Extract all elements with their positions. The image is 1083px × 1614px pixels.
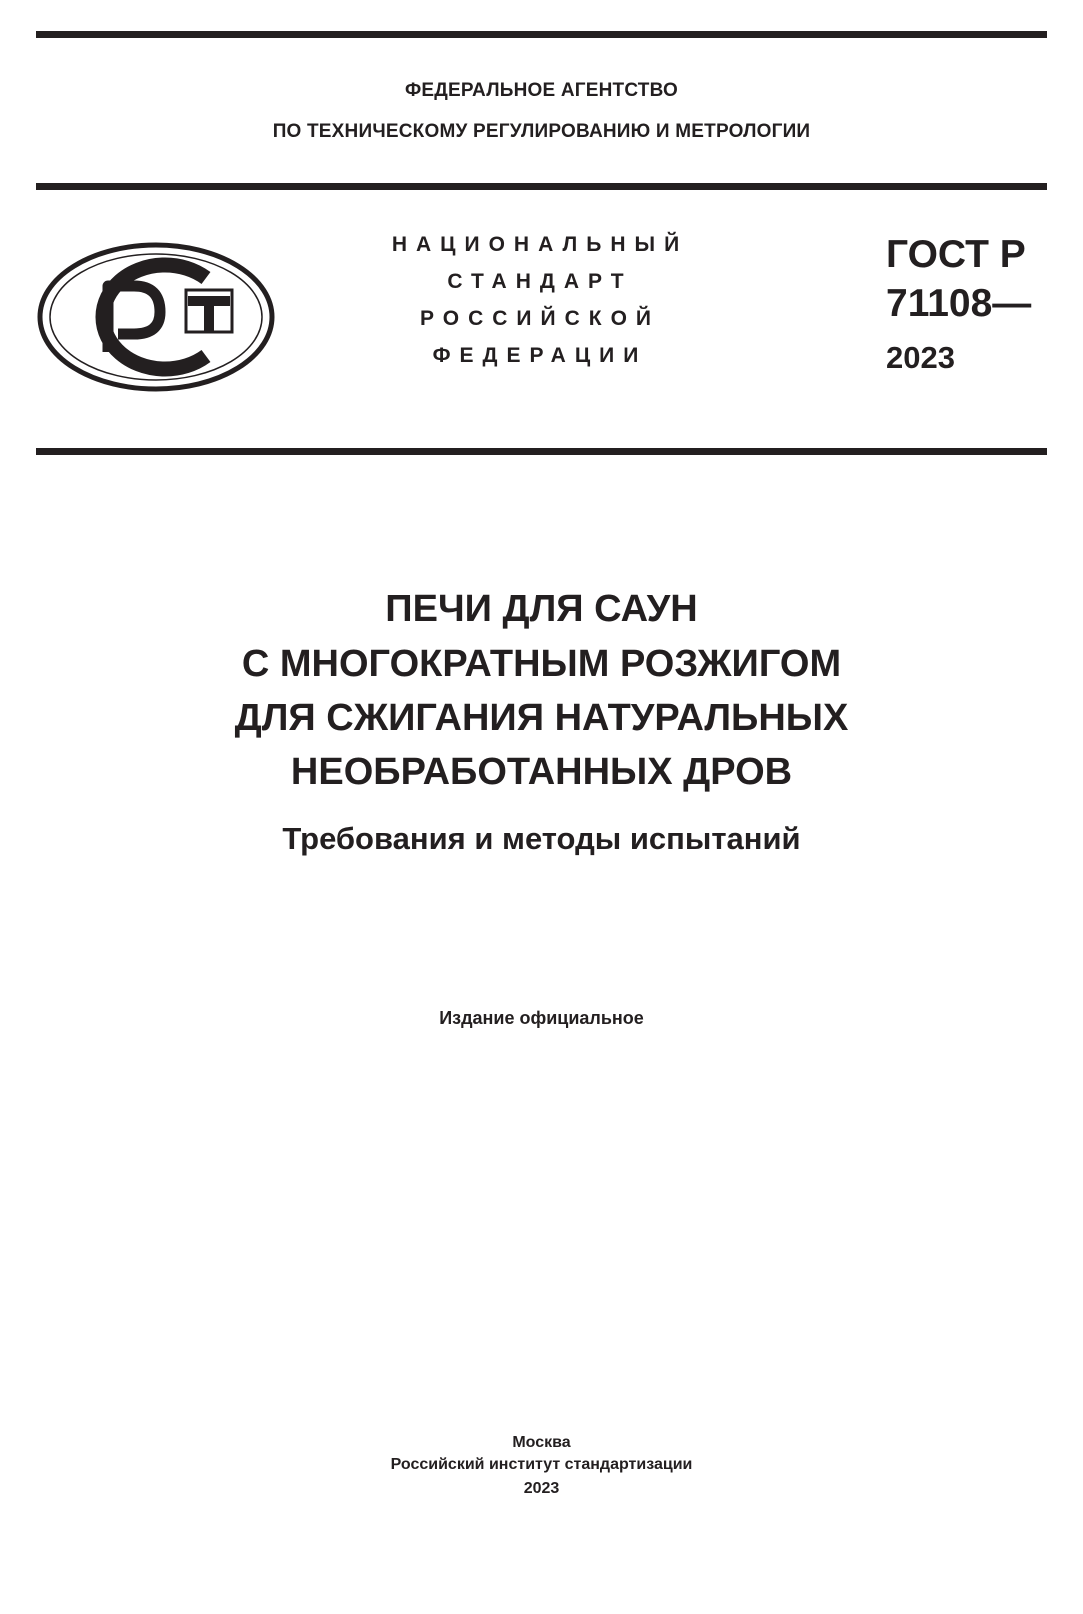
agency-name-line1: ФЕДЕРАЛЬНОЕ АГЕНТСТВО [404, 80, 679, 101]
header-rule [36, 183, 1047, 190]
title-line-3: ДЛЯ СЖИГАНИЯ НАТУРАЛЬНЫХ [234, 697, 849, 739]
national-line-4: ФЕДЕРАЦИИ [432, 344, 648, 367]
title-line-1: ПЕЧИ ДЛЯ САУН [385, 588, 698, 630]
agency-name-line2: ПО ТЕХНИЧЕСКОМУ РЕГУЛИРОВАНИЮ И МЕТРОЛОГИИ [272, 121, 811, 142]
standard-block-rule [36, 448, 1047, 455]
imprint-year: 2023 [523, 1480, 560, 1497]
imprint-publisher: Российский институт стандартизации [390, 1456, 693, 1473]
national-line-3: РОССИЙСКОЙ [420, 307, 660, 330]
national-line-2: СТАНДАРТ [447, 270, 633, 293]
top-rule [36, 31, 1047, 38]
gost-designation-line1: ГОСТ Р [886, 233, 1026, 276]
title-line-2: С МНОГОКРАТНЫМ РОЗЖИГОМ [241, 643, 842, 685]
national-line-1: НАЦИОНАЛЬНЫЙ [391, 233, 689, 256]
gost-logo-icon [36, 240, 276, 394]
gost-designation-line2: 71108— [886, 282, 1032, 325]
imprint-city: Москва [512, 1434, 571, 1451]
gost-designation-year: 2023 [886, 340, 955, 375]
edition-label: Издание официальное [439, 1008, 644, 1028]
subtitle: Требования и методы испытаний [282, 821, 801, 856]
title-line-4: НЕОБРАБОТАННЫХ ДРОВ [290, 751, 793, 793]
